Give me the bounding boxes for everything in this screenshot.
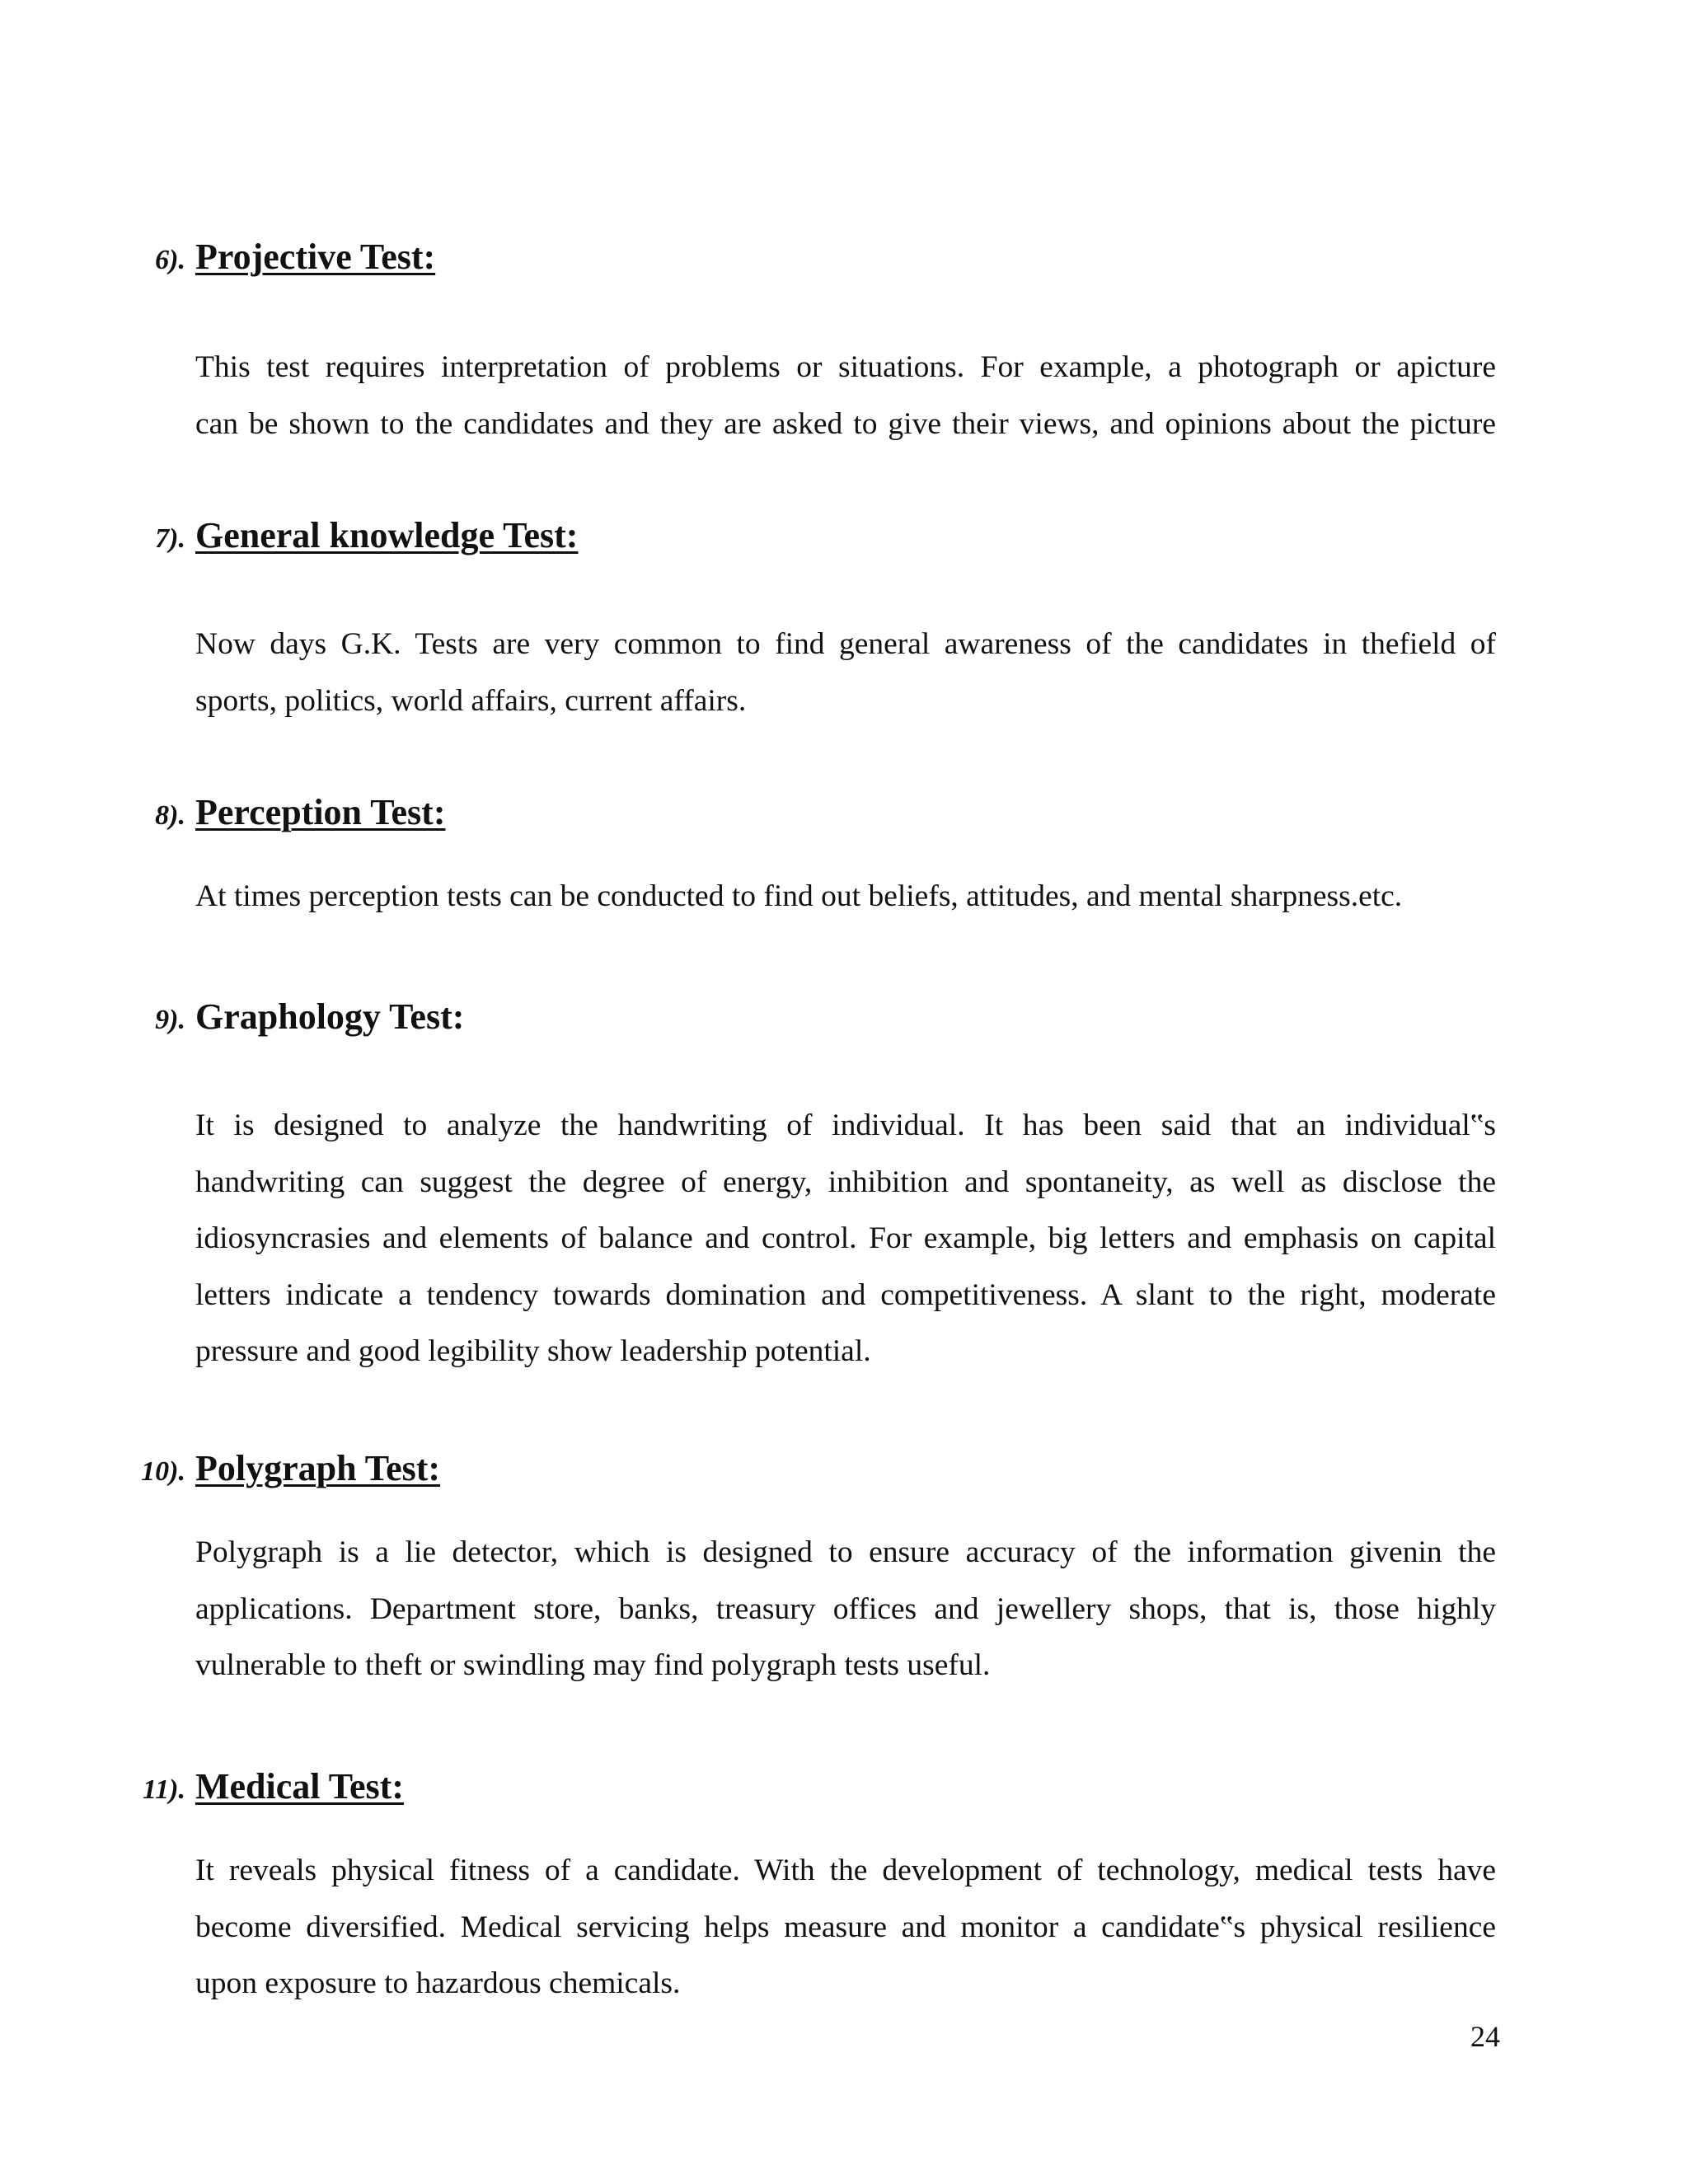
body-line: It is designed to analyze the handwriting of individual. It has been said that an individual‟s bbox=[195, 1108, 1496, 1142]
section-body bbox=[195, 340, 1496, 452]
page-number: 24 bbox=[1470, 2020, 1500, 2053]
section-body bbox=[195, 616, 1496, 729]
body-line: applications. Department store, banks, treasury offices and jewellery shops, that is, those highly bbox=[195, 1591, 1496, 1626]
section-title: Medical Test: bbox=[195, 1766, 404, 1807]
section-heading bbox=[0, 1444, 1688, 1493]
section-graphology-test bbox=[0, 992, 1688, 1368]
body-line: This test requires interpretation of problems or situations. For example, a photograph or apicture bbox=[195, 350, 1496, 384]
section-number: 7). bbox=[155, 523, 185, 554]
section-body bbox=[195, 1843, 1496, 2013]
section-projective-test bbox=[0, 232, 1688, 441]
section-perception-test bbox=[0, 788, 1688, 913]
section-title: General knowledge Test: bbox=[195, 515, 579, 555]
section-heading bbox=[0, 992, 1688, 1042]
section-heading bbox=[0, 511, 1688, 560]
body-line: become diversified. Medical servicing helps measure and monitor a candidate‟s physical resilience bbox=[195, 1910, 1496, 1944]
section-title: Graphology Test: bbox=[195, 996, 465, 1037]
section-medical-test bbox=[0, 1762, 1688, 2000]
body-line: At times perception tests can be conducted to find out beliefs, attitudes, and mental sharpness.etc. bbox=[195, 879, 1403, 913]
body-line: pressure and good legibility show leadership potential. bbox=[195, 1334, 871, 1368]
body-line: vulnerable to theft or swindling may find polygraph tests useful. bbox=[195, 1648, 991, 1682]
body-line: handwriting can suggest the degree of energy, inhibition and spontaneity, as well as disclose the bbox=[195, 1165, 1496, 1199]
body-line: letters indicate a tendency towards domination and competitiveness. A slant to the right, moderate bbox=[195, 1277, 1496, 1312]
body-line: Polygraph is a lie detector, which is designed to ensure accuracy of the information givenin the bbox=[195, 1535, 1496, 1569]
section-heading bbox=[0, 232, 1688, 282]
section-number: 10). bbox=[141, 1456, 185, 1487]
body-line: sports, politics, world affairs, current affairs. bbox=[195, 683, 747, 718]
section-number: 11). bbox=[143, 1774, 185, 1805]
body-line: can be shown to the candidates and they are asked to give their views, and opinions about the picture bbox=[195, 406, 1496, 441]
section-number: 8). bbox=[155, 800, 185, 831]
body-line: Now days G.K. Tests are very common to find general awareness of the candidates in thefield of bbox=[195, 627, 1496, 661]
body-line: upon exposure to hazardous chemicals. bbox=[195, 1966, 681, 2000]
section-body bbox=[195, 869, 1496, 926]
section-heading bbox=[0, 1762, 1688, 1811]
body-line: idiosyncrasies and elements of balance and control. For example, big letters and emphasis on capital bbox=[195, 1221, 1496, 1255]
section-number: 6). bbox=[155, 245, 185, 275]
section-body bbox=[195, 1098, 1496, 1380]
section-body bbox=[195, 1525, 1496, 1694]
section-number: 9). bbox=[155, 1005, 185, 1035]
section-heading bbox=[0, 788, 1688, 837]
section-title: Polygraph Test: bbox=[195, 1448, 441, 1488]
body-line: It reveals physical fitness of a candidate. With the development of technology, medical tests have bbox=[195, 1854, 1496, 1887]
section-polygraph-test bbox=[0, 1444, 1688, 1682]
section-title: Perception Test: bbox=[195, 792, 446, 832]
section-title: Projective Test: bbox=[195, 237, 436, 277]
section-general-knowledge-test bbox=[0, 511, 1688, 718]
